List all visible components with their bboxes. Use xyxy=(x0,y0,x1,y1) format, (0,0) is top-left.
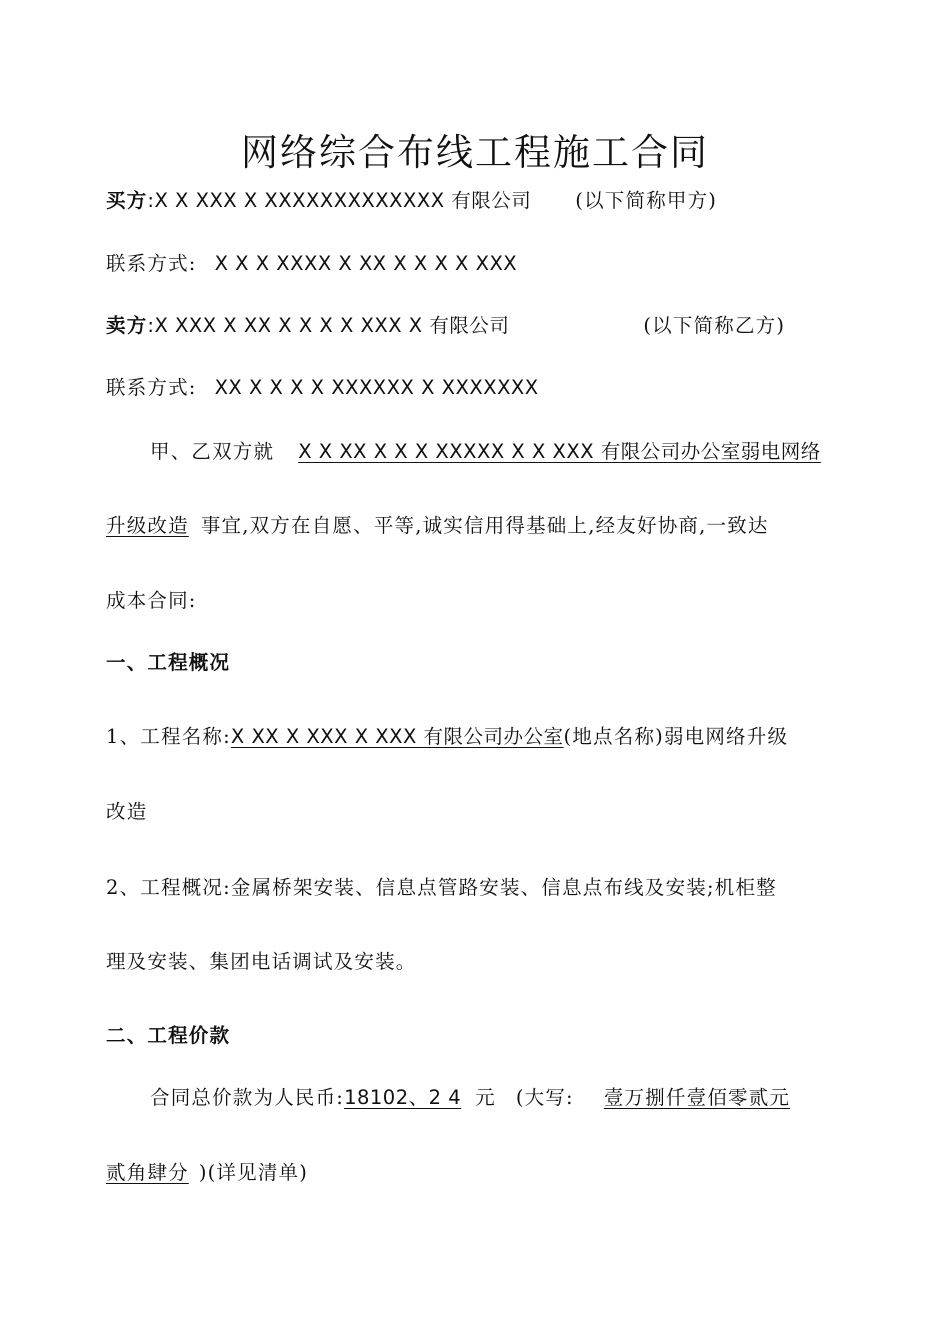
buyer-contact-value: X X X XXXX X XX X X X X XXX xyxy=(214,252,518,275)
seller-label: 卖方 xyxy=(106,314,148,337)
seller-name: :X XXX X XX X X X X XXX X 有限公司 xyxy=(147,314,510,337)
section2-caps-line xyxy=(106,1161,308,1185)
buyer-note: (以下简称甲方) xyxy=(575,189,718,212)
section2-price-line xyxy=(150,1086,790,1110)
section1-item2-line1: 2、工程概况:金属桥架安装、信息点管路安装、信息点布线及安装;机柜整 xyxy=(106,876,777,899)
caps-suffix: )(详见清单) xyxy=(198,1161,309,1184)
section1-heading: 一、工程概况 xyxy=(106,651,231,674)
section2-heading: 二、工程价款 xyxy=(106,1024,231,1047)
price-value: 18102、2 4 xyxy=(344,1086,462,1109)
section1-item1-line2: 改造 xyxy=(106,800,148,823)
buyer-contact-line xyxy=(106,252,517,276)
intro-suffix: 事宜,双方在自愿、平等,诚实信用得基础上,经友好协商,一致达 xyxy=(200,514,769,537)
seller-note: (以下简称乙方) xyxy=(643,314,786,337)
intro-project-name-part1: X X XX X X X XXXXX X X XXX 有限公司办公室弱电网络 xyxy=(298,440,821,463)
buyer-line xyxy=(106,189,717,213)
section1-item1-line1 xyxy=(106,725,788,749)
item1-project-name: X XX X XXX X XXX 有限公司办公室 xyxy=(230,725,564,748)
intro-line-2 xyxy=(106,514,769,538)
buyer-label: 买方 xyxy=(106,189,148,212)
intro-prefix: 甲、乙双方就 xyxy=(150,440,275,463)
seller-contact-label: 联系方式: xyxy=(106,376,197,399)
price-unit: 元 xyxy=(475,1086,496,1109)
section1-item2-line2: 理及安装、集团电话调试及安装。 xyxy=(106,950,417,973)
item1-prefix: 1、工程名称: xyxy=(106,725,231,748)
seller-contact-line xyxy=(106,376,539,400)
seller-line xyxy=(106,314,785,338)
buyer-contact-label: 联系方式: xyxy=(106,252,197,275)
caps-amount-part2: 贰角肆分 xyxy=(106,1161,189,1184)
intro-line-1 xyxy=(150,440,821,464)
intro-project-name-part2: 升级改造 xyxy=(106,514,189,537)
intro-ending: 成本合同: xyxy=(106,589,197,612)
document-title: 网络综合布线工程施工合同 xyxy=(241,131,709,174)
item1-suffix: (地点名称)弱电网络升级 xyxy=(563,725,789,748)
seller-contact-value: XX X X X X XXXXXX X XXXXXXX xyxy=(214,376,539,399)
buyer-name: :X X XXX X XXXXXXXXXXXXX 有限公司 xyxy=(147,189,532,212)
intro-line-3 xyxy=(106,589,197,613)
caps-amount-part1: 壹万捌仟壹佰零贰元 xyxy=(603,1086,791,1109)
price-prefix: 合同总价款为人民币: xyxy=(150,1086,345,1109)
caps-prefix: (大写: xyxy=(515,1086,574,1109)
